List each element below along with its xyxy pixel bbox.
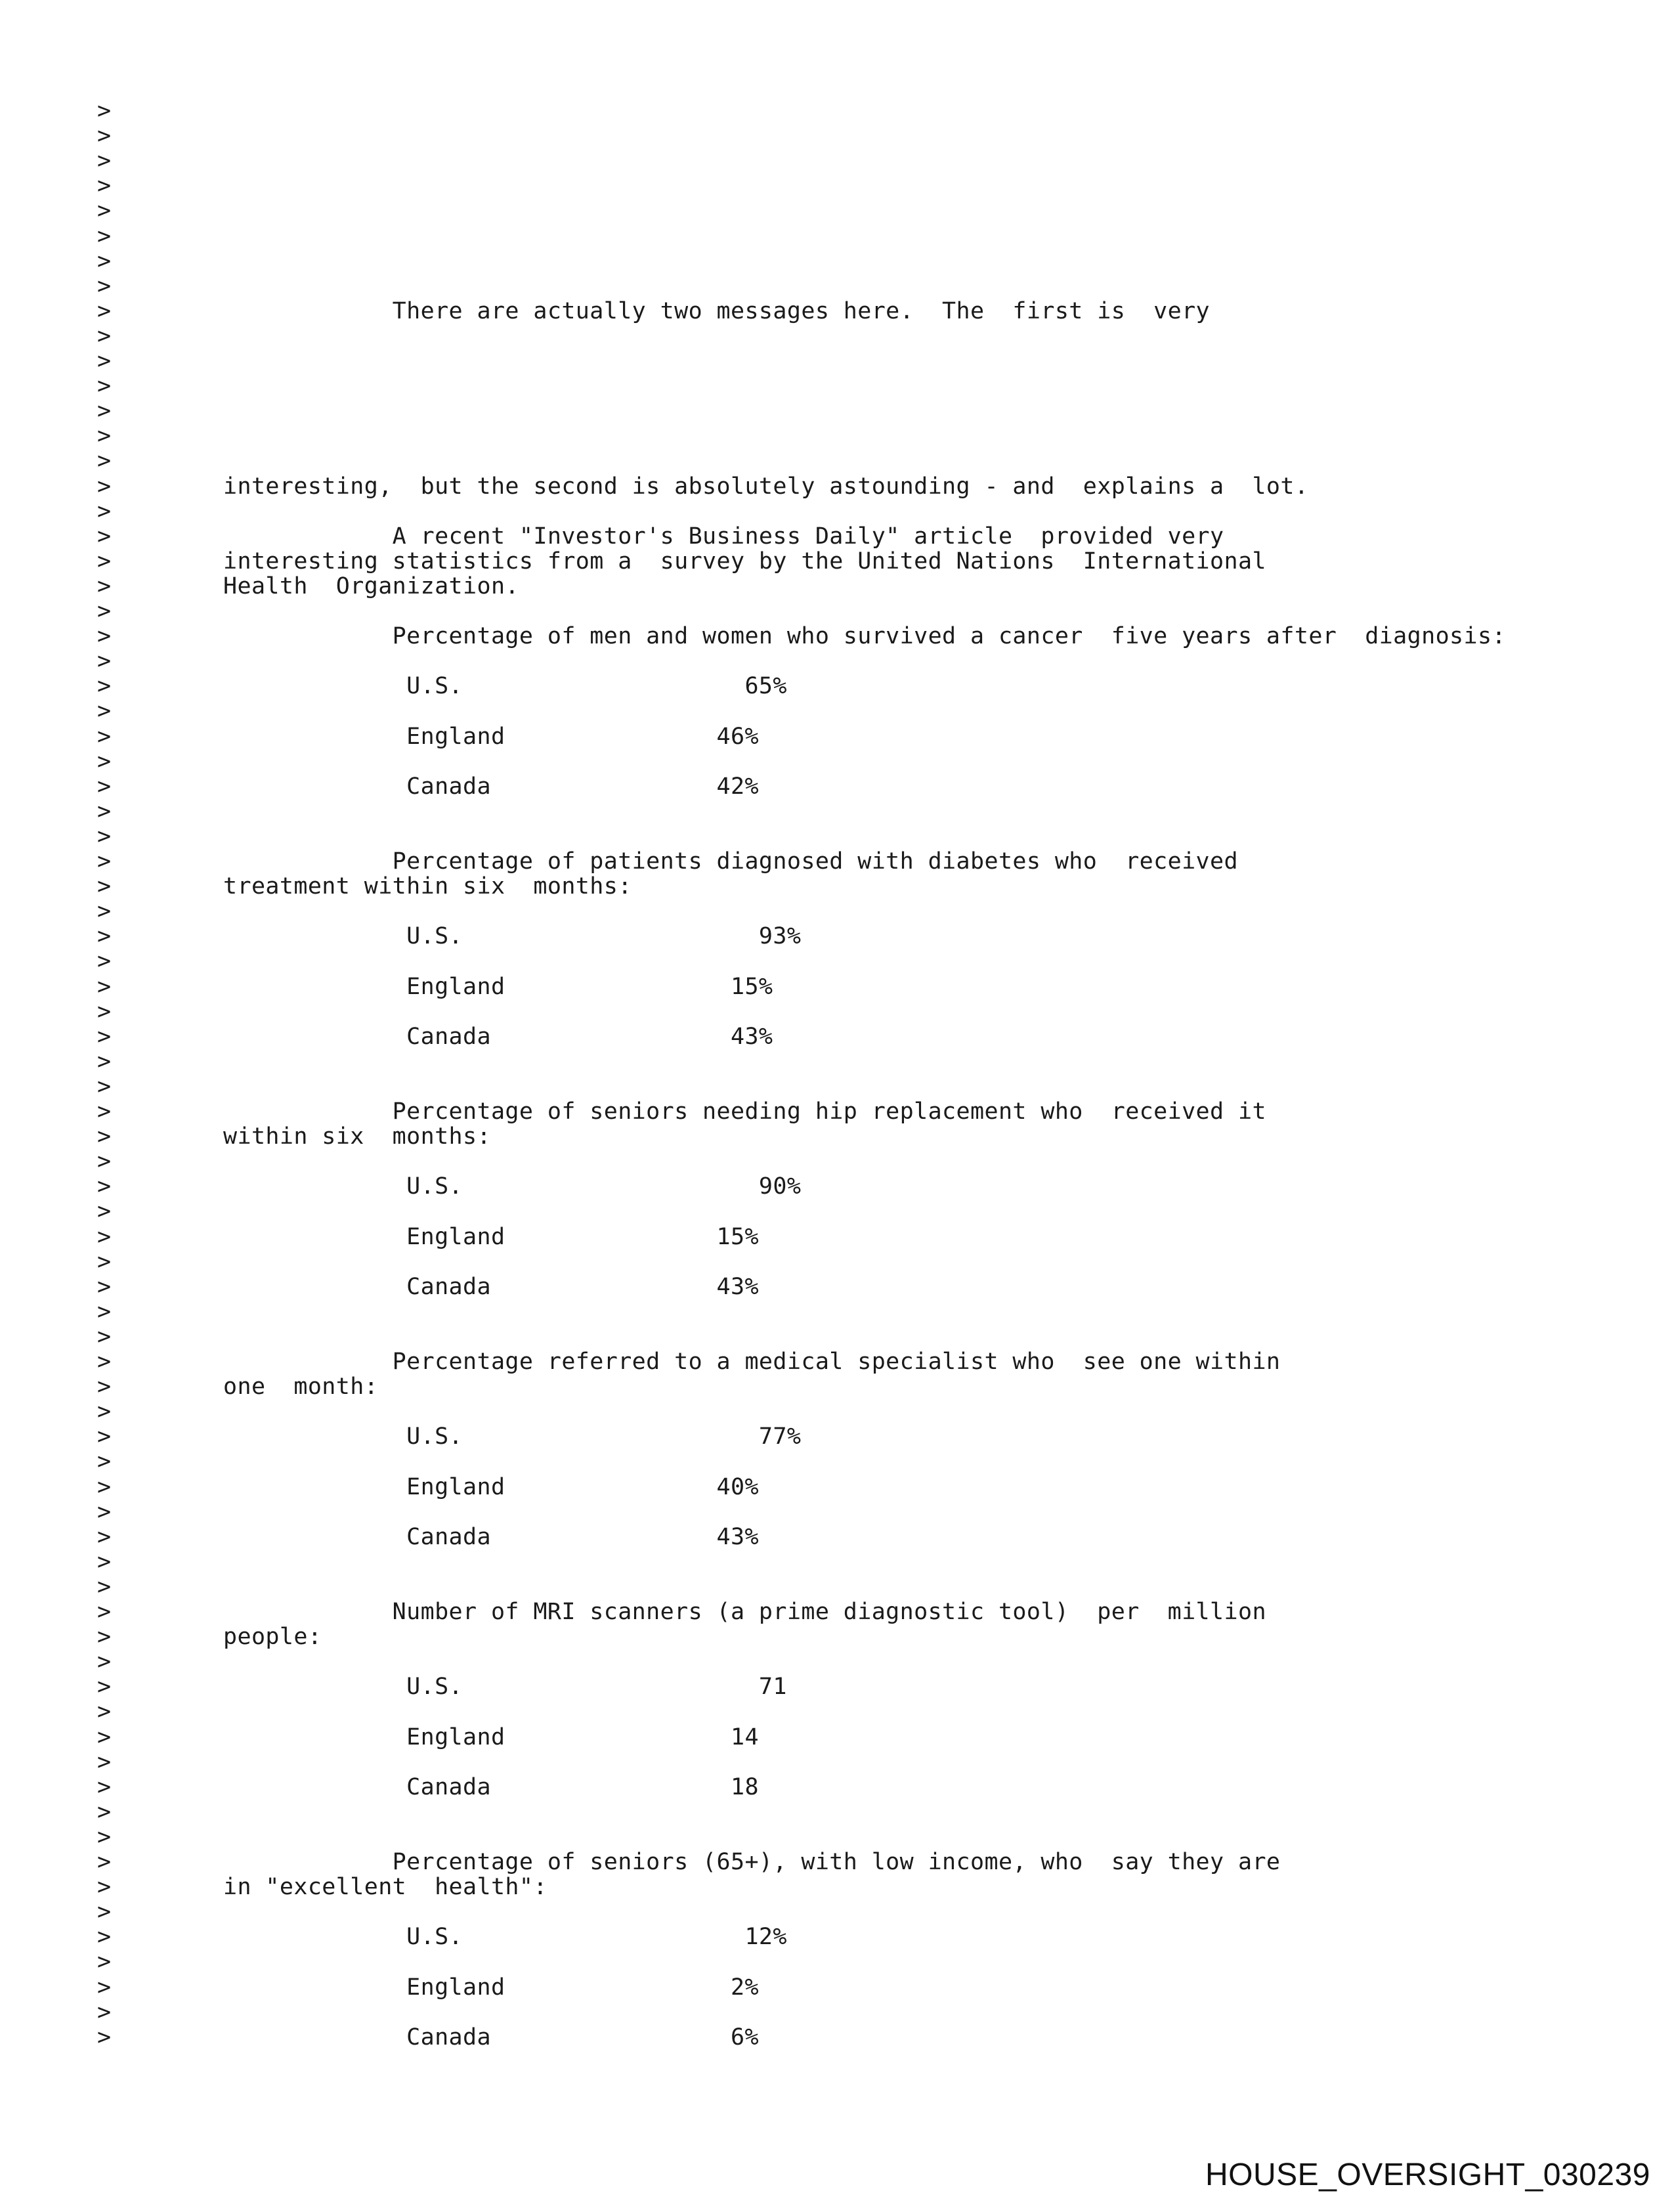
body-line: England 2% xyxy=(223,1974,759,2001)
quote-marker: > xyxy=(97,1448,112,1475)
quote-marker: > xyxy=(97,1899,112,1925)
quote-marker: > xyxy=(97,1624,112,1650)
quote-marker: > xyxy=(97,1024,112,1050)
quote-marker: > xyxy=(97,1274,112,1300)
body-line: Health Organization. xyxy=(223,573,519,599)
quote-marker: > xyxy=(97,1524,112,1550)
quote-marker: > xyxy=(97,198,112,224)
body-line: A recent "Investor's Business Daily" article provided very xyxy=(223,523,1224,550)
quote-marker: > xyxy=(97,724,112,750)
body-line: Canada 6% xyxy=(223,2024,759,2050)
quote-marker: > xyxy=(97,348,112,374)
quote-marker: > xyxy=(97,123,112,149)
body-line: Canada 43% xyxy=(223,1024,773,1050)
body-line: England 15% xyxy=(223,974,773,1000)
quote-marker: > xyxy=(97,323,112,349)
quote-marker: > xyxy=(97,1173,112,1200)
quote-marker: > xyxy=(97,1299,112,1325)
body-line: Percentage of seniors (65+), with low income, who say they are xyxy=(223,1849,1281,1875)
body-line: Canada 42% xyxy=(223,773,759,800)
quote-marker: > xyxy=(97,1198,112,1225)
quote-marker: > xyxy=(97,1073,112,1100)
quote-marker: > xyxy=(97,1249,112,1275)
quote-marker: > xyxy=(97,1148,112,1175)
quote-marker: > xyxy=(97,1799,112,1825)
quote-marker: > xyxy=(97,1474,112,1500)
quote-marker: > xyxy=(97,873,112,900)
quote-marker: > xyxy=(97,1049,112,1075)
quote-marker: > xyxy=(97,1224,112,1250)
body-line: U.S. 71 xyxy=(223,1674,787,1700)
quote-marker: > xyxy=(97,1399,112,1425)
quote-marker: > xyxy=(97,1749,112,1775)
quote-marker: > xyxy=(97,673,112,699)
body-line: U.S. 77% xyxy=(223,1423,802,1450)
quote-marker: > xyxy=(97,548,112,575)
quote-marker: > xyxy=(97,98,112,124)
quote-marker: > xyxy=(97,1649,112,1675)
body-line: Percentage of men and women who survived a cancer five years after diagnosis: xyxy=(223,623,1506,649)
quote-marker: > xyxy=(97,798,112,825)
quote-marker: > xyxy=(97,248,112,274)
quote-marker: > xyxy=(97,2024,112,2050)
body-line: within six months: xyxy=(223,1123,491,1150)
quote-marker: > xyxy=(97,948,112,974)
quote-marker: > xyxy=(97,848,112,875)
quote-marker: > xyxy=(97,999,112,1025)
quote-marker: > xyxy=(97,1699,112,1725)
body-line: Percentage of seniors needing hip replacement who received it xyxy=(223,1098,1266,1125)
quote-marker: > xyxy=(97,1874,112,1900)
body-line: interesting statistics from a survey by the United Nations International xyxy=(223,548,1266,575)
body-line: treatment within six months: xyxy=(223,873,632,900)
quote-marker: > xyxy=(97,473,112,500)
quote-marker: > xyxy=(97,273,112,299)
body-line: England 15% xyxy=(223,1224,759,1250)
quote-marker: > xyxy=(97,1999,112,2026)
body-line: Number of MRI scanners (a prime diagnostic tool) per million xyxy=(223,1599,1266,1625)
quote-marker: > xyxy=(97,498,112,525)
quote-marker: > xyxy=(97,598,112,624)
quote-marker: > xyxy=(97,298,112,324)
quote-marker: > xyxy=(97,898,112,924)
body-line: U.S. 90% xyxy=(223,1173,802,1200)
quote-marker: > xyxy=(97,1098,112,1125)
quote-marker: > xyxy=(97,1949,112,1975)
bates-stamp: HOUSE_OVERSIGHT_030239 xyxy=(1205,2158,1650,2192)
quote-marker: > xyxy=(97,823,112,850)
quote-marker: > xyxy=(97,1423,112,1450)
quote-marker: > xyxy=(97,1824,112,1850)
body-line: There are actually two messages here. The first is very xyxy=(223,298,1211,324)
quote-marker: > xyxy=(97,698,112,724)
quote-marker: > xyxy=(97,1924,112,1950)
quote-marker: > xyxy=(97,1123,112,1150)
body-line: people: xyxy=(223,1624,322,1650)
quote-marker: > xyxy=(97,1774,112,1800)
body-line: England 14 xyxy=(223,1724,759,1750)
quote-marker: > xyxy=(97,748,112,775)
body-line: Percentage of patients diagnosed with diabetes who received xyxy=(223,848,1238,875)
quote-marker: > xyxy=(97,923,112,949)
body-line: U.S. 93% xyxy=(223,923,802,949)
quote-marker: > xyxy=(97,398,112,424)
quote-marker: > xyxy=(97,773,112,800)
quote-marker: > xyxy=(97,373,112,399)
body-line: Canada 18 xyxy=(223,1774,759,1800)
quote-marker: > xyxy=(97,448,112,474)
quote-marker: > xyxy=(97,1549,112,1575)
quote-marker: > xyxy=(97,148,112,174)
body-line: Percentage referred to a medical specialist who see one within xyxy=(223,1349,1281,1375)
quote-marker: > xyxy=(97,1674,112,1700)
quote-marker: > xyxy=(97,423,112,449)
quote-marker: > xyxy=(97,1974,112,2001)
quote-marker: > xyxy=(97,523,112,550)
quote-marker: > xyxy=(97,1849,112,1875)
body-line: U.S. 65% xyxy=(223,673,787,699)
quote-marker: > xyxy=(97,1499,112,1525)
quote-marker: > xyxy=(97,1599,112,1625)
body-line: U.S. 12% xyxy=(223,1924,787,1950)
quote-marker: > xyxy=(97,1374,112,1400)
body-line: England 46% xyxy=(223,724,759,750)
quote-marker: > xyxy=(97,1574,112,1600)
body-line: England 40% xyxy=(223,1474,759,1500)
quote-marker: > xyxy=(97,173,112,199)
body-line: Canada 43% xyxy=(223,1274,759,1300)
quote-marker: > xyxy=(97,623,112,649)
quote-marker: > xyxy=(97,1324,112,1350)
body-line: Canada 43% xyxy=(223,1524,759,1550)
quote-marker: > xyxy=(97,974,112,1000)
body-line: interesting, but the second is absolutely astounding - and explains a lot. xyxy=(223,473,1309,500)
quote-marker: > xyxy=(97,648,112,674)
body-line: in "excellent health": xyxy=(223,1874,547,1900)
body-line: one month: xyxy=(223,1374,379,1400)
quote-marker: > xyxy=(97,1724,112,1750)
quote-marker: > xyxy=(97,573,112,599)
quote-marker: > xyxy=(97,1349,112,1375)
quote-marker: > xyxy=(97,223,112,249)
